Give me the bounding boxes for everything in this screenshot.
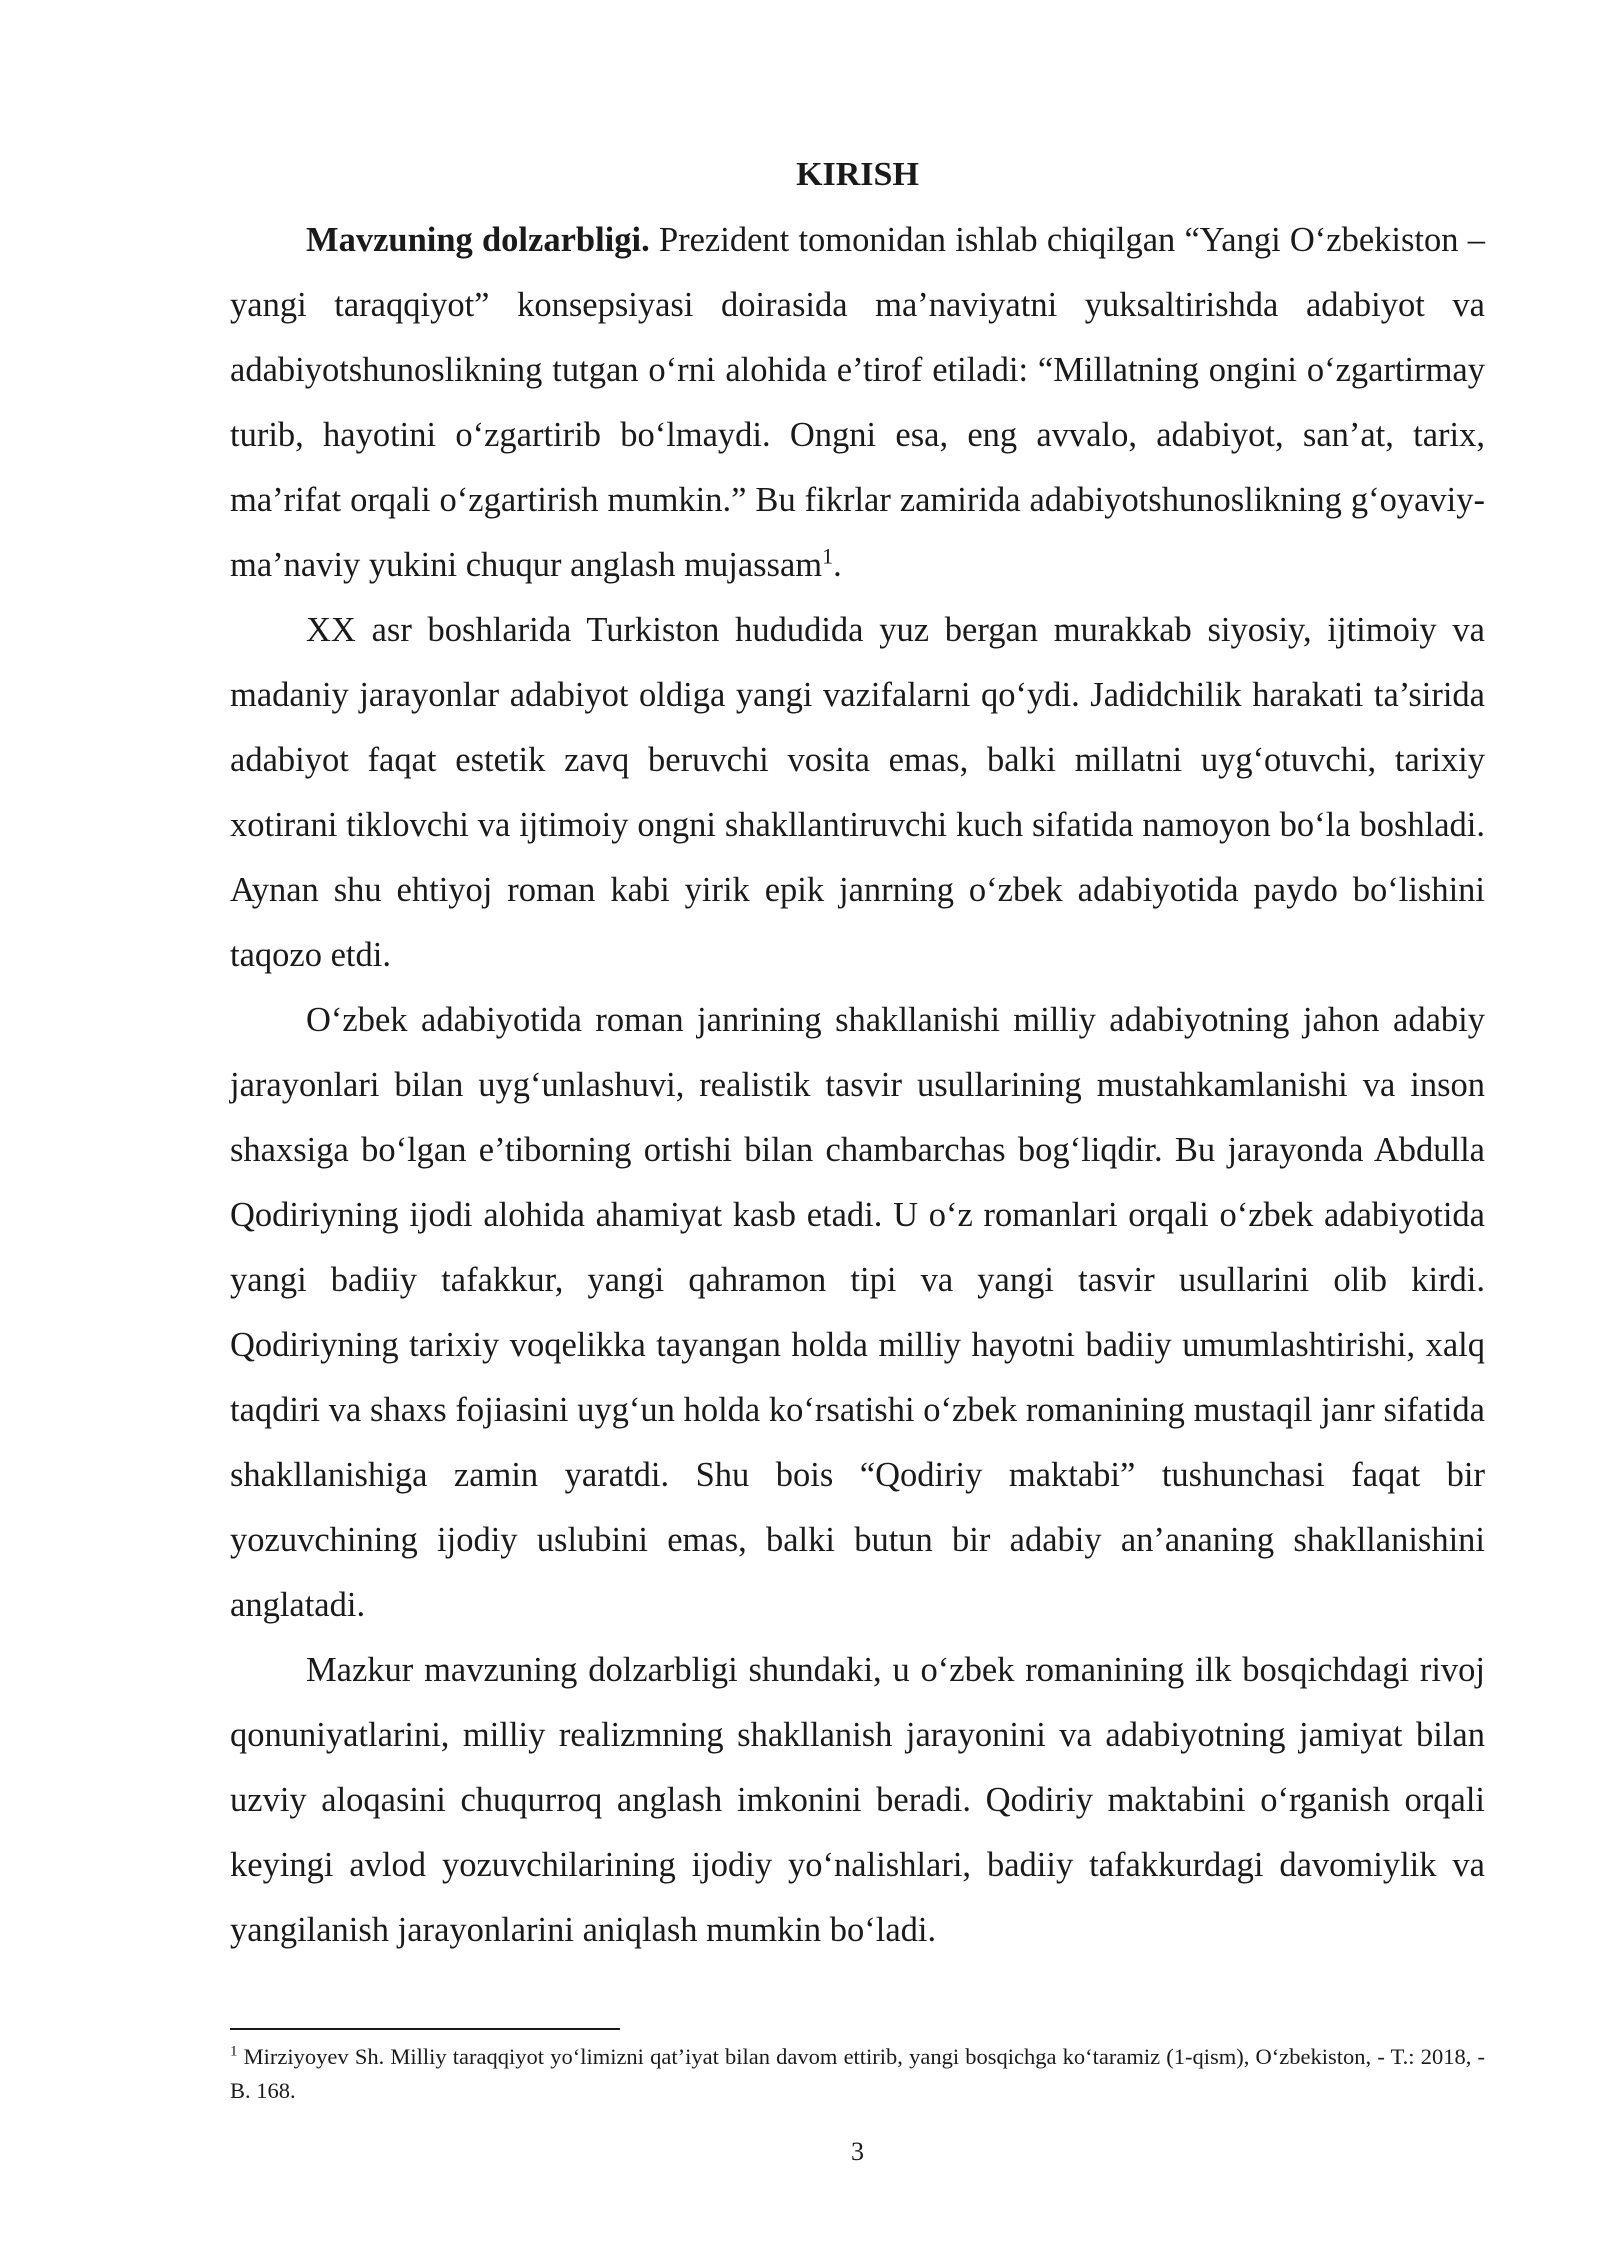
paragraph-lead: Mavzuning dolzarbligi. [306, 221, 650, 259]
paragraph-tail: . [833, 546, 842, 584]
footnote-text: Mirziyoyev Sh. Milliy taraqqiyot yo‘limizni qat’iyat bilan davom ettirib, yangi bosqichga ko‘taramiz (1-qism), O‘zbekiston, - T.: 2018, - B. 168. [230, 2044, 1485, 2103]
paragraph-text: XX asr boshlarida Turkiston hududida yuz bergan murakkab siyosiy, ijtimoiy va madaniy jarayonlar adabiyot oldiga yangi vazifalarni qo‘ydi. Jadidchilik harakati ta’sirida adabiyot faqat estetik zavq beruvchi vosita emas, balki millatni uyg‘otuvchi, tarixiy xotirani tiklovchi va ijtimoiy ongni shakllantiruvchi kuch sifatida namoyon bo‘la boshladi. Aynan shu ehtiyoj roman kabi yirik epik janrning o‘zbek adabiyotida paydo bo‘lishini taqozo etdi. [230, 611, 1485, 974]
paragraph-relevance [230, 208, 1485, 598]
paragraph-topic-relevance [230, 1638, 1485, 1963]
paragraph-novel-genre [230, 988, 1485, 1638]
paragraph-text: Mazkur mavzuning dolzarbligi shundaki, u o‘zbek romanining ilk bosqichdagi rivoj qonuniyatlarini, milliy realizmning shakllanish jarayonini va adabiyotning jamiyat bilan uzviy aloqasini chuqurroq anglash imkonini beradi. Qodiriy maktabini o‘rganish orqali keyingi avlod yozuvchilarining ijodiy yo‘nalishlari, badiiy tafakkurdagi davomiylik va yangilanish jarayonlarini aniqlash mumkin bo‘ladi. [230, 1651, 1485, 1949]
section-heading: KIRISH [796, 156, 919, 193]
page-number: 3 [851, 2137, 864, 2166]
footnote-reference[interactable]: 1 [822, 543, 834, 569]
body-text [230, 208, 1485, 1963]
paragraph-text: Prezident tomonidan ishlab chiqilgan “Yangi O‘zbekiston – yangi taraqqiyot” konsepsiyasi doirasida ma’naviyatni yuksaltirishda adabiyot va adabiyotshunoslikning tutgan o‘rni alohida e’tirof etiladi: “Millatning ongini o‘zgartirmay turib, hayotini o‘zgartirib bo‘lmaydi. Ongni esa, eng avvalo, adabiyot, san’at, tarix, ma’rifat orqali o‘zgartirish mumkin.” Bu fikrlar zamirida adabiyotshunoslikning g‘oyaviy-ma’naviy yukini chuqur anglash mujassam [230, 221, 1485, 584]
footnote [230, 2040, 1485, 2108]
footnote-divider [230, 2028, 620, 2030]
footnote-number: 1 [230, 2043, 238, 2060]
paragraph-jadidism [230, 598, 1485, 988]
paragraph-text: O‘zbek adabiyotida roman janrining shakllanishi milliy adabiyotning jahon adabiy jarayonlari bilan uyg‘unlashuvi, realistik tasvir usullarining mustahkamlanishi va inson shaxsiga bo‘lgan e’tiborning ortishi bilan chambarchas bog‘liqdir. Bu jarayonda Abdulla Qodiriyning ijodi alohida ahamiyat kasb etadi. U o‘z romanlari orqali o‘zbek adabiyotida yangi badiiy tafakkur, yangi qahramon tipi va yangi tasvir usullarini olib kirdi. Qodiriyning tarixiy voqelikka tayangan holda milliy hayotni badiiy umumlashtirishi, xalq taqdiri va shaxs fojiasini uyg‘un holda ko‘rsatishi o‘zbek romanining mustaqil janr sifatida shakllanishiga zamin yaratdi. Shu bois “Qodiriy maktabi” tushunchasi faqat bir yozuvchining ijodiy uslubini emas, balki butun bir adabiy an’ananing shakllanishini anglatadi. [230, 1001, 1485, 1624]
